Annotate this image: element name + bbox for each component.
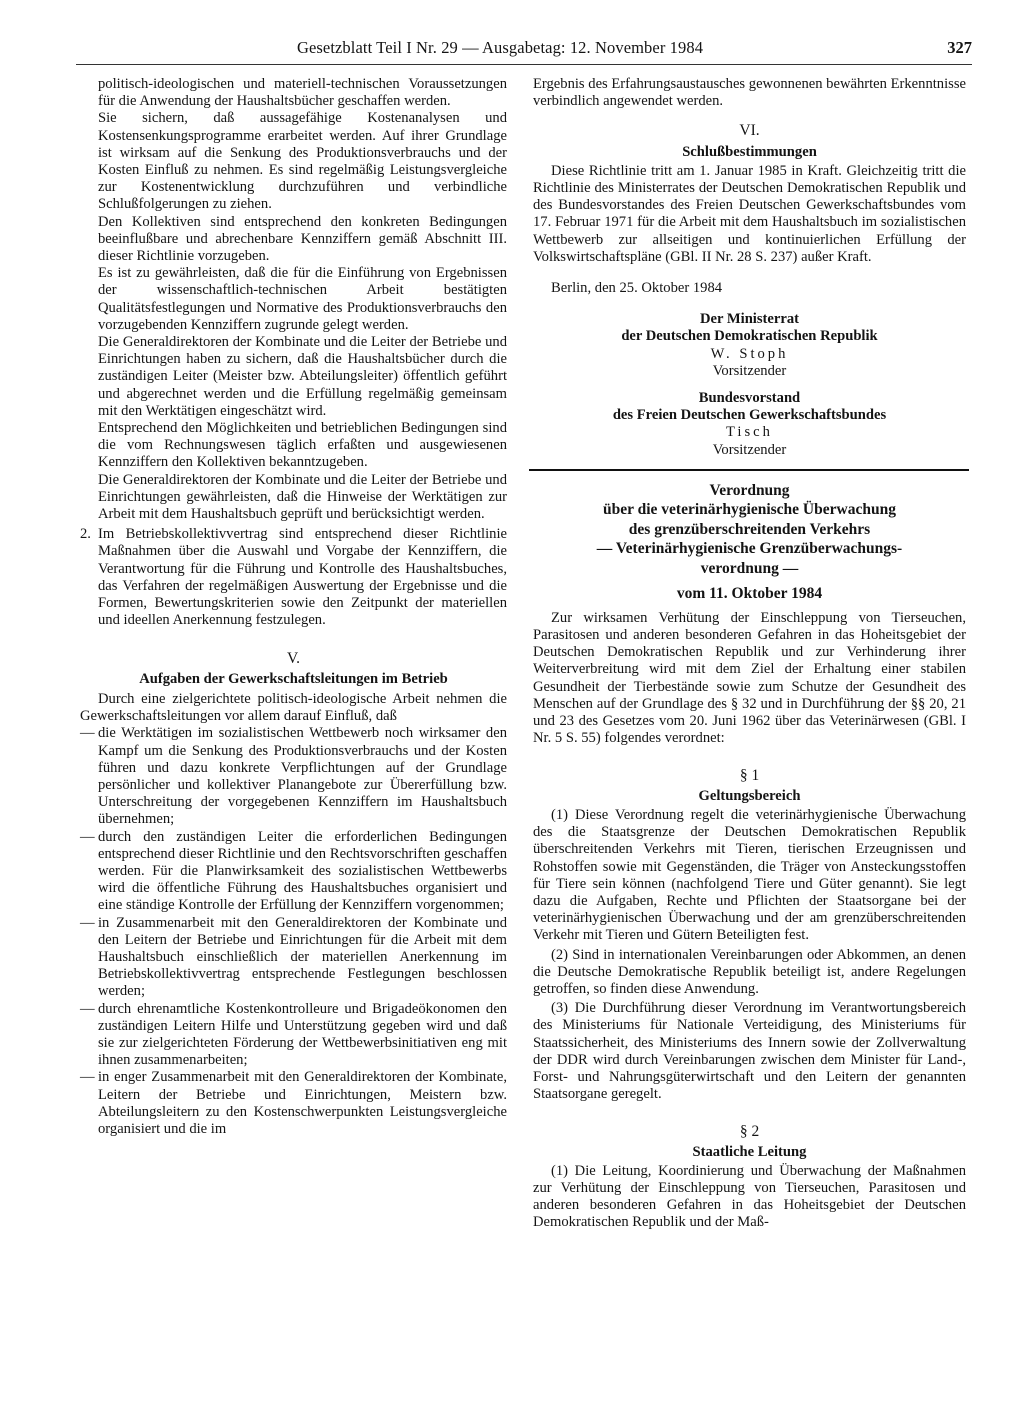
list-item-text: in enger Zusammenarbeit mit den Generaldirektoren der Kombinate, Leitern der Betriebe und Einrichtungen, Meistern bzw. Abteilungsleitern zu den Kostenschwerpunkten Leistungsvergleiche organisiert und die im: [98, 1069, 507, 1137]
signature-name: W. Stoph: [710, 345, 789, 362]
place-date: Berlin, den 25. Oktober 1984: [551, 280, 723, 297]
list-item: [80, 915, 507, 1001]
title-line: über die veterinärhygienische Überwachung: [603, 501, 896, 519]
signature-org: Bundesvorstand: [698, 390, 801, 407]
right-column: [533, 76, 966, 1232]
numbered-item: [80, 526, 507, 629]
paragraph: Die Generaldirektoren der Kombinate und die Leiter der Betriebe und Einrichtungen haben zu sichern, daß die Haushaltsbücher durch die zuständigen Leiter (Meister bzw. Abteilungsleiter) öffentlich geführt und abgerechnet werden und die Erfüllung regelmäßig gemeinsam mit den Werktätigen eingeschätzt wird.: [98, 334, 507, 419]
title-line: — Veterinärhygienische Grenzüberwachungs-: [596, 540, 903, 558]
paragraph: Sie sichern, daß aussagefähige Kostenanalysen und Kostensenkungsprogramme erarbeitet werden. Auf ihrer Grundlage ist wirksam auf die Senkung des Produktionsverbrauchs und der Kosten Einfluß zu nehmen. Es sind regelmäßig Leistungsvergleiche zur Kostenentwicklung durchzuführen und verbindliche Schlußfolgerungen zu ziehen.: [98, 110, 507, 213]
header-title: Gesetzblatt Teil I Nr. 29 — Ausgabetag: 12. November 1984: [296, 38, 704, 57]
list-item: [80, 725, 507, 828]
signature-role: Vorsitzender: [712, 441, 787, 458]
signature-org: des Freien Deutschen Gewerkschaftsbundes: [612, 407, 887, 424]
paragraph: (2) Sind in internationalen Vereinbarungen oder Abkommen, an denen die Deutsche Demokratische Republik beteiligt ist, andere Regelungen getroffen, so finden diese Anwendung.: [533, 946, 966, 997]
list-item-text: in Zusammenarbeit mit den Generaldirektoren der Kombinate und den Leitern der Betriebe und Einrichtungen für die Arbeit mit dem Haushaltsbuch einschließlich der materiellen Anerkennung im Betriebskollektivvertrag entsprechende Festlegungen beschlossen werden;: [98, 914, 507, 1000]
page-number: 327: [947, 38, 972, 57]
section-number: V.: [286, 649, 301, 667]
paragraph-number: § 2: [739, 1123, 760, 1141]
paragraph: (1) Die Leitung, Koordinierung und Überwachung der Maßnahmen zur Verhütung der Einschleppung von Tierseuchen, Parasitosen und anderen besonderen Gefahren in das Hoheitsgebiet der Deutschen Demokratischen Republik und der Maß-: [533, 1162, 966, 1231]
regulation-title: [533, 481, 966, 604]
signature-block-bundesvorstand: [533, 390, 966, 459]
paragraph-number: § 1: [739, 767, 760, 785]
dash-marker: —: [80, 914, 95, 931]
list-item: [80, 1069, 507, 1138]
title-line: des grenzüberschreitenden Verkehrs: [628, 520, 871, 538]
list-item: [80, 829, 507, 915]
section-number: VI.: [739, 122, 760, 140]
paragraph: Entsprechend den Möglichkeiten und betrieblichen Bedingungen sind die vom Rechnungswesen täglich erfaßten und ausgewiesenen Kennziffern den Kollektiven bekanntzugeben.: [98, 420, 507, 471]
item-number: 2.: [80, 526, 91, 543]
title-line: verordnung —: [700, 559, 799, 577]
paragraph: Die Generaldirektoren der Kombinate und die Leiter der Betriebe und Einrichtungen gewährleisten, daß die Hinweise der Werktätigen zur Arbeit mit dem Haushaltsbuch geprüft und berücksichtigt werden.: [98, 471, 507, 523]
signature-block-ministerrat: [533, 311, 966, 380]
paragraph: politisch-ideologischen und materiell-technischen Voraussetzungen für die Anwendung der Haushaltsbücher geschaffen werden.: [98, 76, 507, 110]
paragraph: Ergebnis des Erfahrungsaustausches gewonnenen bewährten Erkenntnisse verbindlich angewendet werden.: [533, 76, 966, 110]
signature-name: Tisch: [726, 424, 773, 441]
section-heading: Aufgaben der Gewerkschaftsleitungen im Betrieb: [139, 670, 448, 687]
left-column: [80, 76, 507, 1138]
list-item-text: durch den zuständigen Leiter die erforderlichen Bedingungen entsprechend dieser Richtlinie und den Rechtsvorschriften geschaffen werden. Für die Planwirksamkeit des sozialistischen Wettbewerbs wird die öffentliche Führung des Haushaltsbuches organisiert und eine ständige Kontrolle der Erfüllung der Kennziffern vorgenommen;: [98, 828, 507, 914]
paragraph: Durch eine zielgerichtete politisch-ideologische Arbeit nehmen die Gewerkschaftsleitungen vor allem darauf Einfluß, daß: [80, 690, 507, 725]
dash-marker: —: [80, 725, 95, 742]
list-item-text: die Werktätigen im sozialistischen Wettbewerb noch wirksamer den Kampf um die Senkung des Produktionsverbrauchs und der Kosten führen und dazu konkrete Verpflichtungen auf der Grundlage persönlicher und kollektiver Planangebote zur Übererfüllung bzw. Unterschreitung der vorgegebenen Kennziffern im Haushaltsbuch übernehmen;: [98, 725, 507, 828]
signature-role: Vorsitzender: [712, 362, 787, 379]
preamble: Zur wirksamen Verhütung der Einschleppung von Tierseuchen, Parasitosen und anderen besonderen Gefahren in das Hoheitsgebiet der Deutschen Demokratischen Republik und zur Verhinderung ihrer Weiterverbreitung wird mit dem Ziel der Erhaltung einer stabilen Gesundheit der Tierbestände sowie zum Schutze der Gesundheit des Menschen auf der Grundlage des § 32 und in Durchführung der §§ 20, 21 und 23 des Gesetzes vom 20. Juni 1962 über das Veterinärwesen (GBl. I Nr. 5 S. 55) folgendes verordnet:: [533, 609, 966, 747]
paragraph: Den Kollektiven sind entsprechend den konkreten Bedingungen beeinflußbare und abrechenbare Kennziffern gemäß Abschnitt III. dieser Richtlinie vorzugeben.: [98, 213, 507, 265]
dash-marker: —: [80, 1069, 95, 1086]
paragraph-heading: Geltungsbereich: [698, 787, 801, 804]
paragraph-heading: Staatliche Leitung: [692, 1143, 807, 1160]
dash-marker: —: [80, 1000, 95, 1017]
list-item: [80, 1001, 507, 1070]
header-divider: [76, 64, 972, 65]
paragraph: Es ist zu gewährleisten, daß die für die Einführung von Ergebnissen der wissenschaftlich-technischen Arbeit bestätigten Qualitätsfestlegungen und Normative des Produktionsverbrauchs den vorzugebenden Kennziffern zugrunde gelegt werden.: [98, 265, 507, 333]
section-divider: [529, 469, 969, 471]
paragraph: (3) Die Durchführung dieser Verordnung im Verantwortungsbereich des Ministeriums für Nationale Verteidigung, des Ministeriums für Staatssicherheit, des Ministeriums des Innern sowie der Zollverwaltung der DDR wird durch Vereinbarungen zwischen dem Minister für Land-, Forst- und Nahrungsgüterwirtschaft und den Leitern der genannten Staatsorgane geregelt.: [533, 1000, 966, 1103]
signature-org: Der Ministerrat: [699, 311, 799, 328]
paragraph: (1) Diese Verordnung regelt die veterinärhygienische Überwachung des die Staatsgrenze der Deutschen Demokratischen Republik überschreitenden Verkehrs mit Tieren, tierischen Erzeugnissen und Rohstoffen sowie mit Gegenständen, die Träger von Ansteckungsstoffen für Tiere sein können (nachfolgend Tiere und Güter genannt). Sie legt dazu die Aufgaben, Rechte und Pflichten der Staatsorgane bei der veterinärhygienischen Überwachung und der am grenzüberschreitenden Verkehr mit Tieren und Gütern Beteiligten fest.: [533, 806, 966, 944]
regulation-date: vom 11. Oktober 1984: [676, 585, 823, 603]
signature-org: der Deutschen Demokratischen Republik: [621, 328, 878, 345]
paragraph: Diese Richtlinie tritt am 1. Januar 1985 in Kraft. Gleichzeitig tritt die Richtlinie des Ministerrates der Deutschen Demokratischen Republik und des Bundesvorstandes des Freien Deutschen Gewerkschaftsbundes vom 17. Februar 1971 für die Arbeit mit dem Haushaltsbuch im sozialistischen Wettbewerb zur allseitigen und kontinuierlichen Erfüllung der Volkswirtschaftspläne (GBl. II Nr. 28 S. 237) außer Kraft.: [533, 162, 966, 265]
section-heading: Schlußbestimmungen: [682, 143, 817, 160]
dash-marker: —: [80, 828, 95, 845]
list-item-text: durch ehrenamtliche Kostenkontrolleure und Brigadeökonomen den zuständigen Leitern Hilfe und Unterstützung gegeben wird und daß sie zur zielgerichteten Förderung der Wettbewerbsinitiativen eng mit ihnen zusammenarbeiten;: [98, 1000, 507, 1069]
title-line: Verordnung: [709, 481, 790, 499]
item-text: Im Betriebskollektivvertrag sind entsprechend dieser Richtlinie Maßnahmen über die Auswahl und Vorgabe der Kennziffern, die Verantwortung für die Führung und Kontrolle des Haushaltsbuches, das Verfahren der regelmäßigen Auswertung der Ergebnisse und die Formen, Bewertungskriterien sowie den Zeitpunkt der materiellen und ideellen Anerkennung festzulegen.: [98, 526, 507, 629]
